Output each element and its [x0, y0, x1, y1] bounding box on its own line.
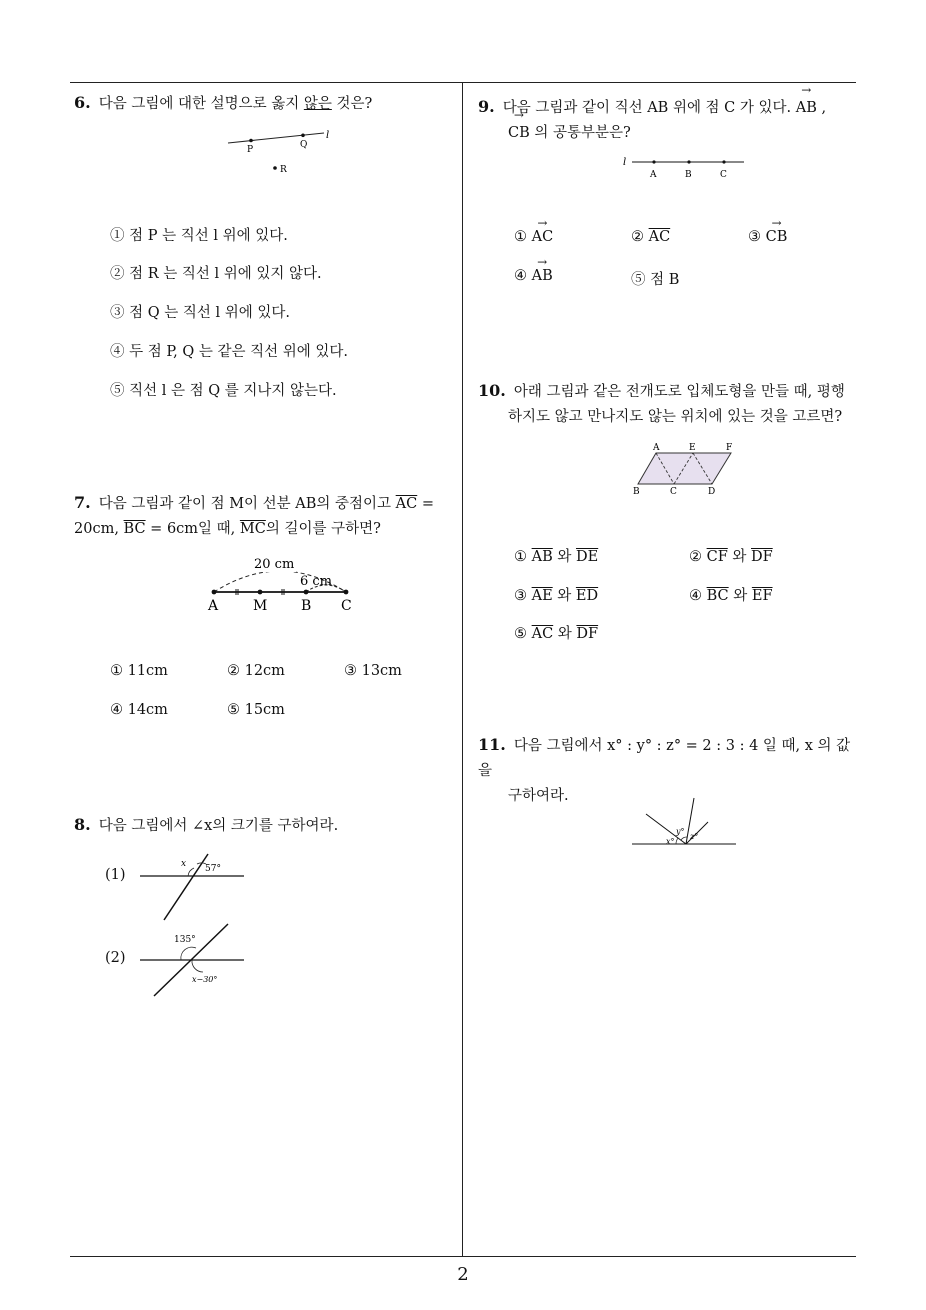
top-rule — [70, 82, 856, 83]
q10-option-1[interactable]: ① $\overline{AB}$ 와 $\overline{DE}$ — [514, 549, 599, 565]
label-R: R — [280, 165, 287, 175]
q6-option-2[interactable]: ② 점 R 는 직선 l 위에 있지 않다. — [110, 266, 322, 282]
label-6cm: 6 cm — [300, 574, 333, 589]
q10-option-4[interactable]: ④ $\overline{BC}$ 와 $\overline{EF}$ — [689, 588, 773, 604]
question-number: 11. — [478, 735, 506, 754]
q10-option-5[interactable]: ⑤ $\overline{AC}$ 와 $\overline{DF}$ — [514, 626, 599, 642]
q9-option-4[interactable]: ④ → AB — [514, 268, 553, 284]
label-A: A — [653, 443, 660, 453]
label-C: C — [720, 170, 727, 180]
q9-figure — [620, 152, 750, 182]
question-9: 9. 다음 그림과 같이 직선 AB 위에 점 C 가 있다. → AB , → CB 의 공통부분은? — [478, 94, 862, 146]
label-B: B — [633, 487, 640, 497]
label-C: C — [341, 598, 352, 614]
q10-option-2[interactable]: ② $\overline{CF}$ 와 $\overline{DF}$ — [689, 549, 773, 565]
label-A: A — [208, 598, 219, 614]
label-A: A — [650, 170, 657, 180]
q6-option-4[interactable]: ④ 두 점 P, Q 는 같은 직선 위에 있다. — [110, 344, 348, 360]
label-B: B — [685, 170, 692, 180]
bottom-rule — [70, 1256, 856, 1257]
question-number: 8. — [74, 815, 91, 834]
q8-part-1-label: (1) — [105, 867, 126, 883]
question-6: 6. 다음 그림에 대한 설명으로 옳지 않은 것은? — [74, 93, 373, 112]
q11-figure — [628, 790, 740, 850]
q10-figure — [628, 440, 748, 498]
q7-option-1[interactable]: ① 11cm — [110, 663, 168, 679]
label-F: F — [726, 443, 733, 453]
label-x: x° — [666, 837, 675, 846]
q6-option-1[interactable]: ① 점 P 는 직선 l 위에 있다. — [110, 228, 288, 244]
question-number: 6. — [74, 93, 91, 112]
q7-figure — [200, 550, 370, 618]
question-number: 9. — [478, 97, 495, 116]
q7-option-5[interactable]: ⑤ 15cm — [227, 702, 285, 718]
page-number: 2 — [457, 1264, 469, 1285]
label-D: D — [708, 487, 716, 497]
q6-figure — [220, 126, 340, 182]
q9-option-5[interactable]: ⑤ 점 B — [631, 272, 680, 288]
q8-figure-1 — [138, 852, 248, 924]
label-l: l — [326, 130, 330, 141]
label-x-30: x−30° — [192, 975, 218, 984]
column-divider — [462, 82, 463, 1256]
q7-option-2[interactable]: ② 12cm — [227, 663, 285, 679]
q6-option-5[interactable]: ⑤ 직선 l 은 점 Q 를 지나지 않는다. — [110, 383, 337, 399]
q9-option-3[interactable]: ③ → CB — [748, 229, 787, 245]
label-Q: Q — [300, 140, 308, 150]
label-20cm: 20 cm — [254, 557, 295, 572]
question-7: 7. 다음 그림과 같이 점 M이 선분 AB의 중점이고 $\overline{AC}$ = 20cm, $\overline{BC} = 6cm$일 때, $\overline{MC}$의 길이를 구하면? — [74, 493, 435, 537]
label-x: x — [181, 859, 187, 869]
label-57: 57° — [205, 864, 221, 874]
label-E: E — [689, 443, 696, 453]
question-11: 11. 다음 그림에서 x° : y° : z° = 2 : 3 : 4 일 때, x 의 값을 구하여라. — [478, 735, 851, 804]
q7-option-4[interactable]: ④ 14cm — [110, 702, 168, 718]
label-l: l — [623, 157, 627, 168]
question-10: 10. 아래 그림과 같은 전개도로 입체도형을 만들 때, 평행 하지도 않고 만나지도 않는 위치에 있는 것을 고르면? — [478, 381, 845, 425]
label-C: C — [670, 487, 677, 497]
q8-figure-2 — [138, 920, 248, 1000]
question-number: 7. — [74, 493, 91, 512]
q9-option-2[interactable]: ② $\overline{AC}$ — [631, 229, 671, 245]
label-M: M — [253, 598, 268, 614]
q6-option-3[interactable]: ③ 점 Q 는 직선 l 위에 있다. — [110, 305, 290, 321]
label-y: y° — [676, 827, 685, 836]
label-135: 135° — [174, 935, 196, 945]
label-B: B — [301, 598, 312, 614]
q8-part-2-label: (2) — [105, 950, 126, 966]
q7-option-3[interactable]: ③ 13cm — [344, 663, 402, 679]
label-P: P — [247, 145, 254, 155]
q9-option-1[interactable]: ① → AC — [514, 229, 553, 245]
q10-option-3[interactable]: ③ $\overline{AE}$ 와 $\overline{ED}$ — [514, 588, 599, 604]
question-number: 10. — [478, 381, 506, 400]
label-z: z° — [690, 832, 699, 841]
question-8: 8. 다음 그림에서 ∠x의 크기를 구하여라. — [74, 815, 339, 834]
